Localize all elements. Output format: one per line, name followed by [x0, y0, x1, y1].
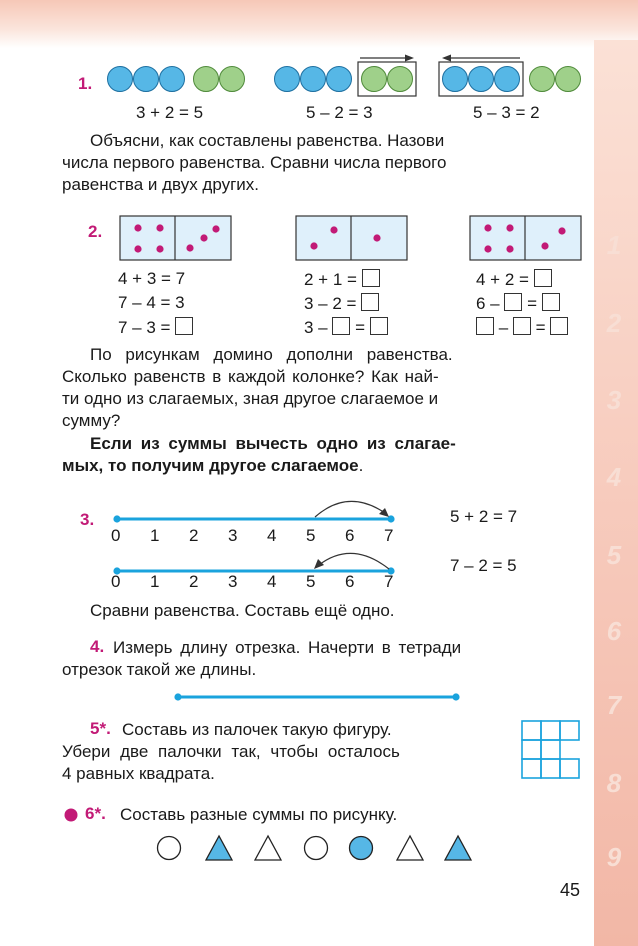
tick-label: 2: [189, 572, 199, 591]
side-digit: 1: [606, 230, 622, 260]
blue-triangle: [206, 836, 232, 860]
task3-number: 3.: [80, 510, 95, 529]
side-digit: 6: [606, 616, 622, 646]
task2-col2-eq3: 3 – =: [304, 317, 388, 338]
side-digit: 2: [606, 308, 622, 338]
tick-label: 3: [228, 526, 238, 545]
task2-rule-line1: Если из суммы вычесть одно из слагае-: [90, 434, 456, 453]
task1-number: 1.: [78, 74, 93, 93]
side-digit: 5: [606, 540, 622, 570]
tick-label: 1: [150, 572, 160, 591]
blue-triangle: [445, 836, 471, 860]
task2-line4: сумму?: [62, 411, 121, 430]
side-digit: 4: [606, 462, 622, 492]
tick-label: 0: [111, 572, 121, 591]
task2-col3-eq1: 4 + 2 =: [476, 269, 552, 290]
tick-label: 2: [189, 526, 199, 545]
task2-col1-eq1: 4 + 3 = 7: [118, 269, 186, 288]
task2-col3-eq3: – =: [476, 317, 568, 338]
task1-eq2: 5 – 2 = 3: [306, 103, 373, 122]
task2-line2: Сколько равенств в каждой колонке? Как най-: [62, 367, 439, 386]
task1-line3: равенства и двух других.: [62, 175, 260, 194]
side-digit: 7: [606, 690, 622, 720]
task1-eq1: 3 + 2 = 5: [136, 103, 204, 122]
task2-col1-eq2: 7 – 4 = 3: [118, 293, 185, 312]
task2-number: 2.: [88, 222, 103, 241]
task5-number: 5*.: [90, 719, 111, 738]
tick-label: 6: [345, 526, 355, 545]
task2-col2-eq2: 3 – 2 =: [304, 293, 379, 314]
tick-label: 4: [267, 526, 277, 545]
tick-label: 6: [345, 572, 355, 591]
task1-line2: числа первого равенства. Сравни числа первого: [62, 153, 447, 172]
task4-number: 4.: [90, 637, 105, 656]
task4-line1: Измерь длину отрезка. Начерти в тетради: [113, 638, 462, 657]
task5-line3: 4 равных квадрата.: [62, 764, 215, 783]
task5-line1: Составь из палочек такую фигуру.: [122, 720, 392, 739]
task6-number: 6*.: [85, 804, 106, 823]
task5-line2: Убери две палочки так, чтобы осталось: [62, 742, 400, 761]
task3-eq1: 5 + 2 = 7: [450, 507, 518, 526]
task2-line3: ти одно из слагаемых, зная другое слагаемое и: [62, 389, 439, 408]
tick-label: 0: [111, 526, 121, 545]
task2-col1-eq3: 7 – 3 =: [118, 317, 193, 338]
task2-rule-line2: мых, то получим другое слагаемое.: [62, 456, 364, 475]
task1-line1: Объясни, как составлены равенства. Назови: [90, 131, 445, 150]
tick-label: 7: [384, 572, 394, 591]
white-circle: [158, 837, 181, 860]
white-circle: [305, 837, 328, 860]
task4-line2: отрезок такой же длины.: [62, 660, 257, 679]
task2-line1: По рисункам домино дополни равенства.: [90, 345, 453, 364]
tick-label: 4: [267, 572, 277, 591]
tick-label: 5: [306, 526, 316, 545]
task1-eq3: 5 – 3 = 2: [473, 103, 540, 122]
blue-circle: [350, 837, 373, 860]
side-digit: 3: [606, 385, 622, 415]
tick-label: 5: [306, 572, 316, 591]
task3-text: Сравни равенства. Составь ещё одно.: [90, 601, 395, 620]
white-triangle: [255, 836, 281, 860]
tick-label: 1: [150, 526, 160, 545]
task6-text: Составь разные суммы по рисунку.: [120, 805, 398, 824]
tick-label: 3: [228, 572, 238, 591]
tick-label: 7: [384, 526, 394, 545]
task2-col2-eq1: 2 + 1 =: [304, 269, 380, 290]
white-triangle: [397, 836, 423, 860]
task2-col3-eq2: 6 – =: [476, 293, 560, 314]
side-digit: 8: [606, 768, 622, 798]
side-digit: 9: [606, 842, 622, 872]
page-number: 45: [559, 880, 580, 900]
task3-eq2: 7 – 2 = 5: [450, 556, 517, 575]
